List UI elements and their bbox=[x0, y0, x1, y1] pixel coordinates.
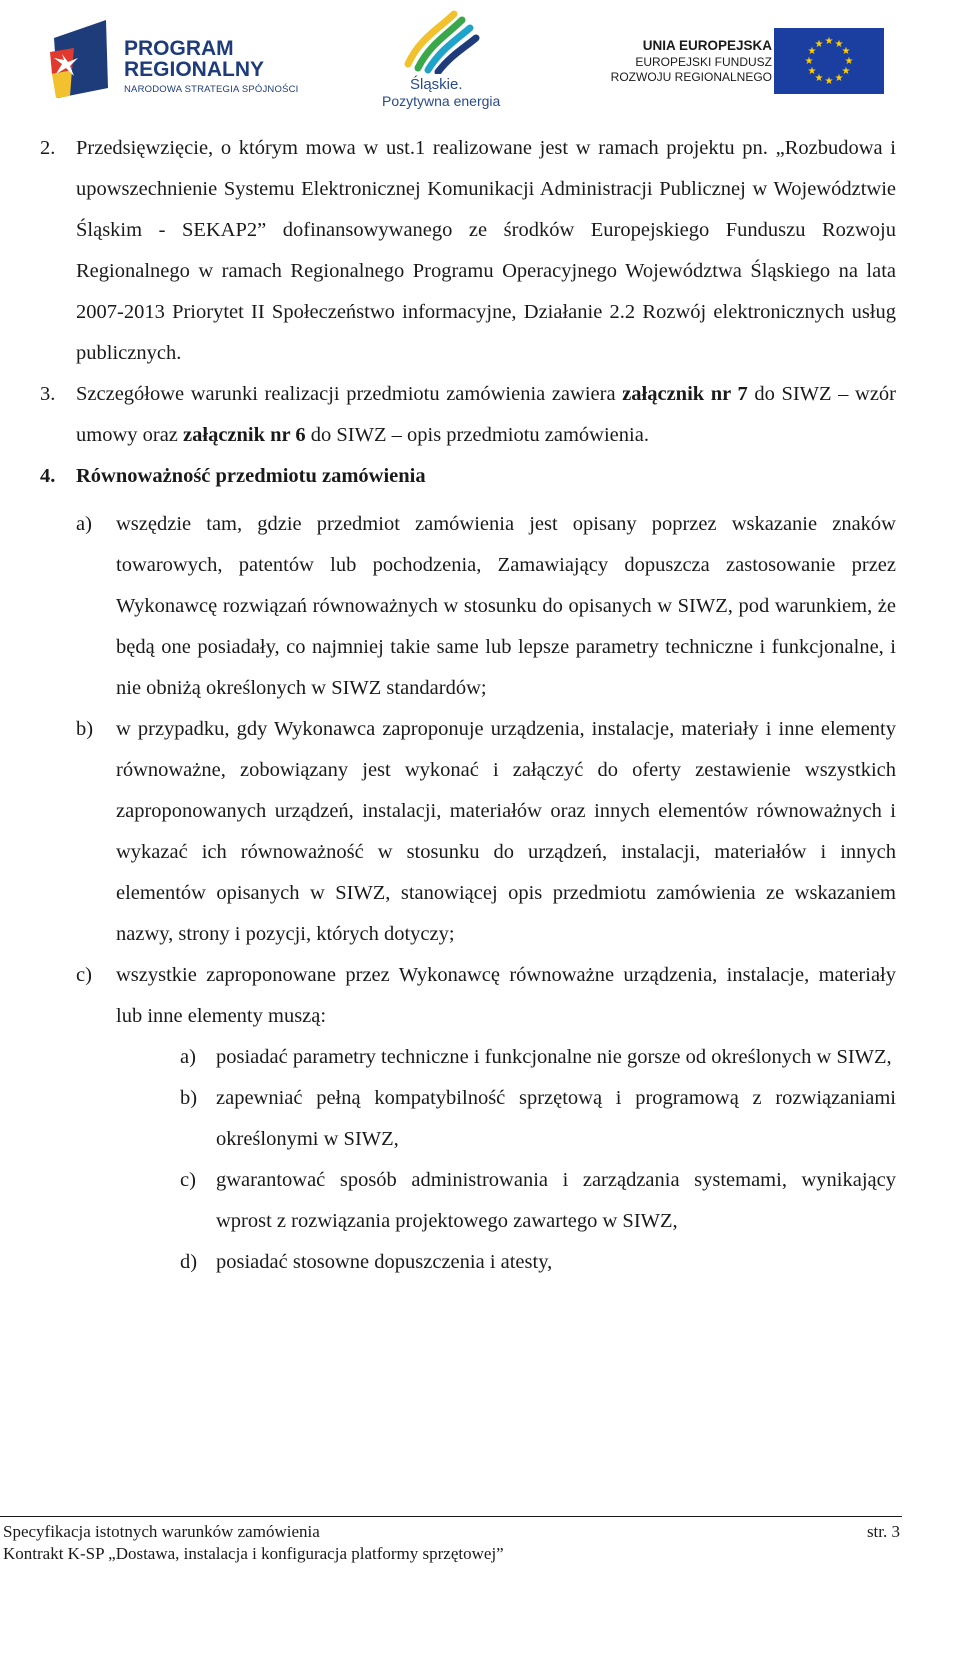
list-item bbox=[76, 709, 896, 955]
svg-text:★: ★ bbox=[841, 46, 851, 57]
eu-logo-line1: UNIA EUROPEJSKA bbox=[642, 38, 772, 53]
sublist-item bbox=[180, 1078, 896, 1160]
list-marker: a) bbox=[180, 1046, 196, 1068]
eu-logo-line2: EUROPEJSKI FUNDUSZ bbox=[635, 55, 772, 69]
program-regionalny-logo bbox=[48, 14, 328, 104]
slaskie-logo-line1: Śląskie. bbox=[410, 76, 463, 93]
list-item-text: wszystkie zaproponowane przez Wykonawcę równoważne urządzenia, instalacje, materiały lub inne elementy muszą: bbox=[116, 964, 896, 1027]
footer-document-title: Specyfikacja istotnych warunków zamówienia bbox=[3, 1522, 320, 1541]
section-3-text bbox=[76, 374, 896, 456]
footer-contract-title: Kontrakt K-SP „Dostawa, instalacja i konfiguracja platformy sprzętowej” bbox=[3, 1544, 504, 1563]
sublist-item-text: zapewniać pełną kompatybilność sprzętową i programową z rozwiązaniami określonymi w SIWZ, bbox=[216, 1087, 896, 1150]
sublist-item bbox=[180, 1037, 896, 1078]
svg-text:★: ★ bbox=[824, 76, 834, 87]
svg-text:★: ★ bbox=[807, 46, 817, 57]
sublist-item-text: posiadać stosowne dopuszczenia i atesty, bbox=[216, 1251, 553, 1273]
svg-text:★: ★ bbox=[807, 66, 817, 77]
list-item bbox=[76, 504, 896, 709]
section-4 bbox=[40, 456, 896, 497]
section-2-text: Przedsięwzięcie, o którym mowa w ust.1 realizowane jest w ramach projektu pn. „Rozbudowa i upowszechnienie Systemu Elektronicznej Komunikacji Administracji Publicznej w Województwie Śląskim - SEKAP2” dofinansowywanego ze środków Europejskiego Funduszu Rozwoju Regionalnego w ramach Regionalnego Programu Operacyjnego Województwa Śląskiego na lata 2007-2013 Priorytet II Społeczeństwo informacyjne, Działanie 2.2 Rozwój elektronicznych usług publicznych. bbox=[76, 137, 896, 364]
attachment-ref-6: załącznik nr 6 bbox=[183, 424, 306, 446]
section-2 bbox=[40, 128, 896, 374]
list-item bbox=[76, 955, 896, 1037]
sublist-item-text: posiadać parametry techniczne i funkcjonalne nie gorsze od określonych w SIWZ, bbox=[216, 1046, 892, 1068]
section-number: 2. bbox=[40, 137, 56, 159]
text-run: Szczegółowe warunki realizacji przedmiotu zamówienia zawiera bbox=[76, 383, 623, 405]
program-regionalny-emblem bbox=[48, 18, 118, 102]
list-marker: d) bbox=[180, 1251, 198, 1273]
svg-text:★: ★ bbox=[814, 39, 824, 50]
list-marker: b) bbox=[180, 1087, 198, 1109]
text-run: do SIWZ – wzór umowy oraz bbox=[76, 383, 896, 446]
header-logos bbox=[0, 6, 960, 116]
section-number: 4. bbox=[40, 465, 56, 487]
list-marker: b) bbox=[76, 718, 94, 740]
list-marker: a) bbox=[76, 513, 92, 535]
svg-text:★: ★ bbox=[834, 73, 844, 84]
list-marker: c) bbox=[76, 964, 92, 986]
program-logo-line2: REGIONALNY bbox=[124, 58, 265, 81]
slaskie-logo-line2: Pozytywna energia bbox=[382, 93, 501, 109]
slaskie-logo bbox=[380, 8, 520, 116]
svg-text:★: ★ bbox=[841, 66, 851, 77]
page-number: str. 3 bbox=[866, 1522, 900, 1541]
program-logo-line1: PROGRAM bbox=[124, 37, 234, 60]
program-logo-line3: NARODOWA STRATEGIA SPÓJNOŚCI bbox=[124, 84, 299, 95]
sublist-item-text: gwarantować sposób administrowania i zarządzania systemami, wynikający wprost z rozwiązania projektowego zawartego w SIWZ, bbox=[216, 1169, 896, 1232]
svg-text:★: ★ bbox=[834, 39, 844, 50]
svg-text:★: ★ bbox=[844, 56, 854, 67]
svg-text:★: ★ bbox=[824, 36, 834, 47]
list-marker: c) bbox=[180, 1169, 196, 1191]
svg-text:★: ★ bbox=[804, 56, 814, 67]
eu-logo bbox=[594, 22, 894, 102]
list-item-text: w przypadku, gdy Wykonawca zaproponuje urządzenia, instalacje, materiały i inne elementy równoważne, zobowiązany jest wykonać i załączyć do oferty zestawienie wszystkich zaproponowanych urządzeń, instalacji, materiałów oraz innych elementów równoważnych i wykazać ich równoważność w stosunku do urządzeń, instalacji, materiałów i innych elementów opisanych w SIWZ, stanowiącej opis przedmiotu zamówienia ze wskazaniem nazwy, strony i pozycji, których dotyczy; bbox=[116, 718, 896, 945]
svg-text:★: ★ bbox=[814, 73, 824, 84]
attachment-ref-7: załącznik nr 7 bbox=[622, 383, 748, 405]
text-run: do SIWZ – opis przedmiotu zamówienia. bbox=[305, 424, 649, 446]
section-number: 3. bbox=[40, 383, 56, 405]
requirements-sublist bbox=[180, 1037, 896, 1283]
document-body bbox=[40, 128, 896, 1283]
eu-stars-icon bbox=[774, 28, 884, 94]
sublist-item bbox=[180, 1242, 896, 1283]
list-item-text: wszędzie tam, gdzie przedmiot zamówienia jest opisany poprzez wskazanie znaków towarowych, patentów lub pochodzenia, Zamawiający dopuszcza zastosowanie przez Wykonawcę rozwiązań równoważnych w stosunku do opisanych w SIWZ, pod warunkiem, że będą one posiadały, co najmniej takie same lub lepsze parametry techniczne i funkcjonalne, i nie obniżą określonych w SIWZ standardów; bbox=[116, 513, 896, 699]
sublist-item bbox=[180, 1160, 896, 1242]
section-4-heading: Równoważność przedmiotu zamówienia bbox=[76, 465, 426, 487]
slaskie-waves-emblem bbox=[400, 8, 480, 74]
eu-flag bbox=[774, 28, 884, 94]
page-footer bbox=[0, 1516, 902, 1563]
section-3 bbox=[40, 374, 896, 456]
equivalence-list bbox=[76, 504, 896, 1037]
eu-logo-line3: ROZWOJU REGIONALNEGO bbox=[610, 70, 772, 84]
